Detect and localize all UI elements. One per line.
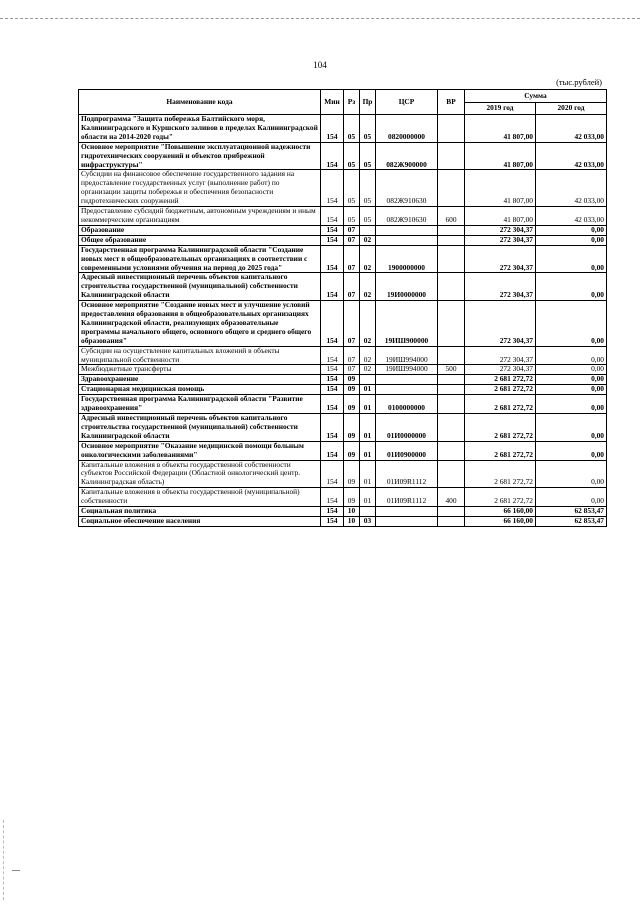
cell-min: 154: [321, 488, 344, 507]
cell-sum-2020: 62 853,47: [536, 507, 607, 517]
cell-vr: [438, 375, 465, 385]
cell-vr: [438, 385, 465, 395]
cell-sum-2020: 0,00: [536, 346, 607, 365]
cell-min: 154: [321, 245, 344, 273]
cell-min: 154: [321, 375, 344, 385]
cell-min: 154: [321, 441, 344, 460]
cell-csr: 0100000000: [376, 395, 438, 414]
cell-rz: 05: [344, 207, 360, 226]
cell-sum-2020: 42 033,00: [536, 142, 607, 170]
cell-vr: [438, 414, 465, 442]
cell-min: 154: [321, 346, 344, 365]
cell-vr: 600: [438, 207, 465, 226]
cell-min: 154: [321, 235, 344, 245]
cell-csr: 082Ж900000: [376, 142, 438, 170]
cell-sum-2019: 2 681 272,72: [465, 414, 536, 442]
cell-sum-2020: 0,00: [536, 235, 607, 245]
cell-rz: 09: [344, 460, 360, 488]
cell-csr: [376, 385, 438, 395]
cell-min: 154: [321, 115, 344, 143]
cell-sum-2020: 0,00: [536, 385, 607, 395]
cell-sum-2019: 41 807,00: [465, 142, 536, 170]
cell-pr: 01: [360, 414, 376, 442]
cell-name: Основное мероприятие "Создание новых мест и улучшение условий предоставления образования в общеобразовательных организациях Калининградской области, реализующих образовательные программы начального общего, основного общего и среднего общего образования": [79, 301, 321, 347]
cell-sum-2019: 66 160,00: [465, 516, 536, 526]
cell-sum-2020: 0,00: [536, 375, 607, 385]
cell-vr: [438, 142, 465, 170]
cell-csr: [376, 375, 438, 385]
cell-rz: 09: [344, 441, 360, 460]
cell-pr: 02: [360, 301, 376, 347]
cell-name: Стационарная медицинская помощь: [79, 385, 321, 395]
cell-pr: 02: [360, 245, 376, 273]
header-csr: ЦСР: [376, 90, 438, 115]
margin-tick: [12, 870, 20, 871]
cell-csr: [376, 225, 438, 235]
cell-rz: 07: [344, 301, 360, 347]
cell-name: Адресный инвестиционный перечень объектов капитального строительства государственной (муниципальной) собственности Калининградской области: [79, 414, 321, 442]
cell-vr: [438, 516, 465, 526]
cell-name: Межбюджетные трансферты: [79, 365, 321, 375]
cell-sum-2020: 42 033,00: [536, 207, 607, 226]
table-row: [79, 395, 607, 414]
table-row: [79, 375, 607, 385]
cell-sum-2019: 272 304,37: [465, 235, 536, 245]
cell-name: Государственная программа Калининградской области "Развитие здравоохранения": [79, 395, 321, 414]
header-2020: 2020 год: [536, 103, 607, 115]
cell-sum-2019: 2 681 272,72: [465, 488, 536, 507]
cell-sum-2019: 2 681 272,72: [465, 441, 536, 460]
cell-rz: 05: [344, 115, 360, 143]
cell-csr: [376, 235, 438, 245]
cell-sum-2020: 0,00: [536, 301, 607, 347]
cell-name: Капитальные вложения в объекты государственной (муниципальной) собственности: [79, 488, 321, 507]
cell-min: 154: [321, 365, 344, 375]
cell-pr: 01: [360, 385, 376, 395]
cell-name: Государственная программа Калининградской области "Создание новых мест в общеобразовательных организациях в соответствии с современными условиями обучения на период до 2025 года": [79, 245, 321, 273]
cell-vr: [438, 235, 465, 245]
cell-sum-2020: 42 033,00: [536, 170, 607, 207]
table-row: [79, 245, 607, 273]
cell-rz: 09: [344, 488, 360, 507]
table-row: [79, 414, 607, 442]
cell-name: Подпрограмма "Защита побережья Балтийского моря, Калининградского и Куршского заливов в пределах Калининградской области на 2014-2020 годы": [79, 115, 321, 143]
cell-pr: 02: [360, 235, 376, 245]
cell-vr: [438, 225, 465, 235]
cell-min: 154: [321, 142, 344, 170]
table-row: [79, 460, 607, 488]
budget-table: [78, 89, 607, 527]
cell-min: 154: [321, 273, 344, 301]
cell-csr: 19И0000000: [376, 273, 438, 301]
cell-name: Основное мероприятие "Повышение эксплуатационной надежности гидротехнических сооружений и объектов прибрежной инфраструктуры": [79, 142, 321, 170]
cell-sum-2019: 2 681 272,72: [465, 395, 536, 414]
header-min: Мин: [321, 90, 344, 115]
cell-name: Предоставление субсидий бюджетным, автономным учреждениям и иным некоммерческим организациям: [79, 207, 321, 226]
cell-sum-2020: 0,00: [536, 225, 607, 235]
cell-sum-2019: 272 304,37: [465, 245, 536, 273]
cell-rz: 09: [344, 414, 360, 442]
table-row: [79, 507, 607, 517]
cell-vr: [438, 346, 465, 365]
cell-min: 154: [321, 395, 344, 414]
table-row: [79, 365, 607, 375]
cell-sum-2019: 272 304,37: [465, 301, 536, 347]
table-row: [79, 235, 607, 245]
header-rz: Рз: [344, 90, 360, 115]
cell-csr: 0820000000: [376, 115, 438, 143]
cell-sum-2019: 2 681 272,72: [465, 375, 536, 385]
cell-sum-2019: 41 807,00: [465, 170, 536, 207]
cell-pr: [360, 507, 376, 517]
cell-csr: 01И09R1112: [376, 488, 438, 507]
cell-pr: [360, 375, 376, 385]
cell-pr: [360, 225, 376, 235]
cell-pr: 02: [360, 346, 376, 365]
page-top-border: [0, 18, 640, 19]
cell-sum-2020: 0,00: [536, 414, 607, 442]
cell-vr: [438, 273, 465, 301]
units-label: (тыс.рублей): [556, 77, 602, 87]
cell-rz: 10: [344, 507, 360, 517]
cell-csr: 1900000000: [376, 245, 438, 273]
cell-vr: [438, 395, 465, 414]
cell-min: 154: [321, 507, 344, 517]
header-name: Наименование кода: [79, 90, 321, 115]
cell-name: Социальное обеспечение населения: [79, 516, 321, 526]
cell-name: Субсидии на осуществление капитальных вложений в объекты муниципальной собственности: [79, 346, 321, 365]
cell-csr: [376, 516, 438, 526]
cell-vr: 500: [438, 365, 465, 375]
cell-min: 154: [321, 170, 344, 207]
table-row: [79, 301, 607, 347]
table-row: [79, 488, 607, 507]
table-row: [79, 170, 607, 207]
cell-csr: 01И0000000: [376, 414, 438, 442]
cell-sum-2020: 62 853,47: [536, 516, 607, 526]
cell-name: Капитальные вложения в объекты государственной собственности субъектов Российской Федерации (Областной онкологический центр. Калининградская область): [79, 460, 321, 488]
cell-rz: 07: [344, 273, 360, 301]
cell-min: 154: [321, 516, 344, 526]
cell-csr: [376, 507, 438, 517]
cell-vr: [438, 441, 465, 460]
cell-sum-2020: 0,00: [536, 365, 607, 375]
cell-sum-2020: 0,00: [536, 460, 607, 488]
page-number: 104: [313, 60, 327, 70]
cell-rz: 05: [344, 142, 360, 170]
table-row: [79, 115, 607, 143]
cell-pr: 02: [360, 273, 376, 301]
cell-sum-2019: 66 160,00: [465, 507, 536, 517]
cell-sum-2019: 272 304,37: [465, 225, 536, 235]
cell-csr: 19ИШ900000: [376, 301, 438, 347]
cell-rz: 05: [344, 170, 360, 207]
cell-min: 154: [321, 207, 344, 226]
cell-vr: [438, 170, 465, 207]
cell-name: Образование: [79, 225, 321, 235]
cell-rz: 07: [344, 346, 360, 365]
cell-pr: 05: [360, 170, 376, 207]
cell-sum-2019: 41 807,00: [465, 207, 536, 226]
cell-vr: [438, 115, 465, 143]
cell-vr: 400: [438, 488, 465, 507]
cell-sum-2020: 0,00: [536, 245, 607, 273]
cell-sum-2020: 0,00: [536, 273, 607, 301]
header-2019: 2019 год: [465, 103, 536, 115]
cell-sum-2020: 42 033,00: [536, 115, 607, 143]
cell-rz: 07: [344, 225, 360, 235]
cell-rz: 07: [344, 365, 360, 375]
header-vr: ВР: [438, 90, 465, 115]
cell-pr: 03: [360, 516, 376, 526]
cell-pr: 01: [360, 395, 376, 414]
table-row: [79, 346, 607, 365]
cell-pr: 05: [360, 142, 376, 170]
cell-name: Общее образование: [79, 235, 321, 245]
cell-sum-2019: 2 681 272,72: [465, 385, 536, 395]
table-row: [79, 441, 607, 460]
cell-sum-2019: 41 807,00: [465, 115, 536, 143]
cell-min: 154: [321, 301, 344, 347]
cell-sum-2019: 272 304,37: [465, 273, 536, 301]
table-body: [79, 115, 607, 527]
cell-pr: 01: [360, 460, 376, 488]
cell-min: 154: [321, 460, 344, 488]
table-row: [79, 273, 607, 301]
cell-rz: 10: [344, 516, 360, 526]
cell-rz: 09: [344, 395, 360, 414]
header-pr: Пр: [360, 90, 376, 115]
cell-sum-2019: 2 681 272,72: [465, 460, 536, 488]
cell-rz: 07: [344, 245, 360, 273]
cell-sum-2019: 272 304,37: [465, 365, 536, 375]
cell-vr: [438, 460, 465, 488]
cell-name: Социальная политика: [79, 507, 321, 517]
cell-vr: [438, 245, 465, 273]
cell-min: 154: [321, 225, 344, 235]
cell-csr: 01И09R1112: [376, 460, 438, 488]
cell-csr: 01И0900000: [376, 441, 438, 460]
table-row: [79, 142, 607, 170]
cell-rz: 07: [344, 235, 360, 245]
table-row: [79, 225, 607, 235]
cell-pr: 02: [360, 365, 376, 375]
cell-sum-2020: 0,00: [536, 441, 607, 460]
cell-sum-2020: 0,00: [536, 395, 607, 414]
cell-sum-2020: 0,00: [536, 488, 607, 507]
cell-name: Здравоохранение: [79, 375, 321, 385]
cell-pr: 05: [360, 115, 376, 143]
cell-csr: 19ИШ994000: [376, 365, 438, 375]
cell-vr: [438, 301, 465, 347]
cell-name: Субсидии на финансовое обеспечение государственного задания на предоставление государственных услуг (выполнение работ) по организации защиты побережья и обеспечения безопасности гидротехнических сооружений: [79, 170, 321, 207]
header-sum: Сумма: [465, 90, 607, 103]
margin-marks: [3, 820, 10, 900]
table-row: [79, 385, 607, 395]
table-row: [79, 207, 607, 226]
cell-vr: [438, 507, 465, 517]
cell-csr: 082Ж910630: [376, 207, 438, 226]
cell-pr: 01: [360, 441, 376, 460]
cell-sum-2019: 272 304,37: [465, 346, 536, 365]
cell-name: Адресный инвестиционный перечень объектов капитального строительства государственной (муниципальной) собственности Калининградской области: [79, 273, 321, 301]
cell-min: 154: [321, 385, 344, 395]
cell-pr: 01: [360, 488, 376, 507]
cell-name: Основное мероприятие "Оказание медицинской помощи больным онкологическими заболеваниями": [79, 441, 321, 460]
cell-rz: 09: [344, 385, 360, 395]
cell-pr: 05: [360, 207, 376, 226]
cell-rz: 09: [344, 375, 360, 385]
cell-csr: 19ИШ994000: [376, 346, 438, 365]
cell-min: 154: [321, 414, 344, 442]
table-row: [79, 516, 607, 526]
cell-csr: 082Ж910630: [376, 170, 438, 207]
